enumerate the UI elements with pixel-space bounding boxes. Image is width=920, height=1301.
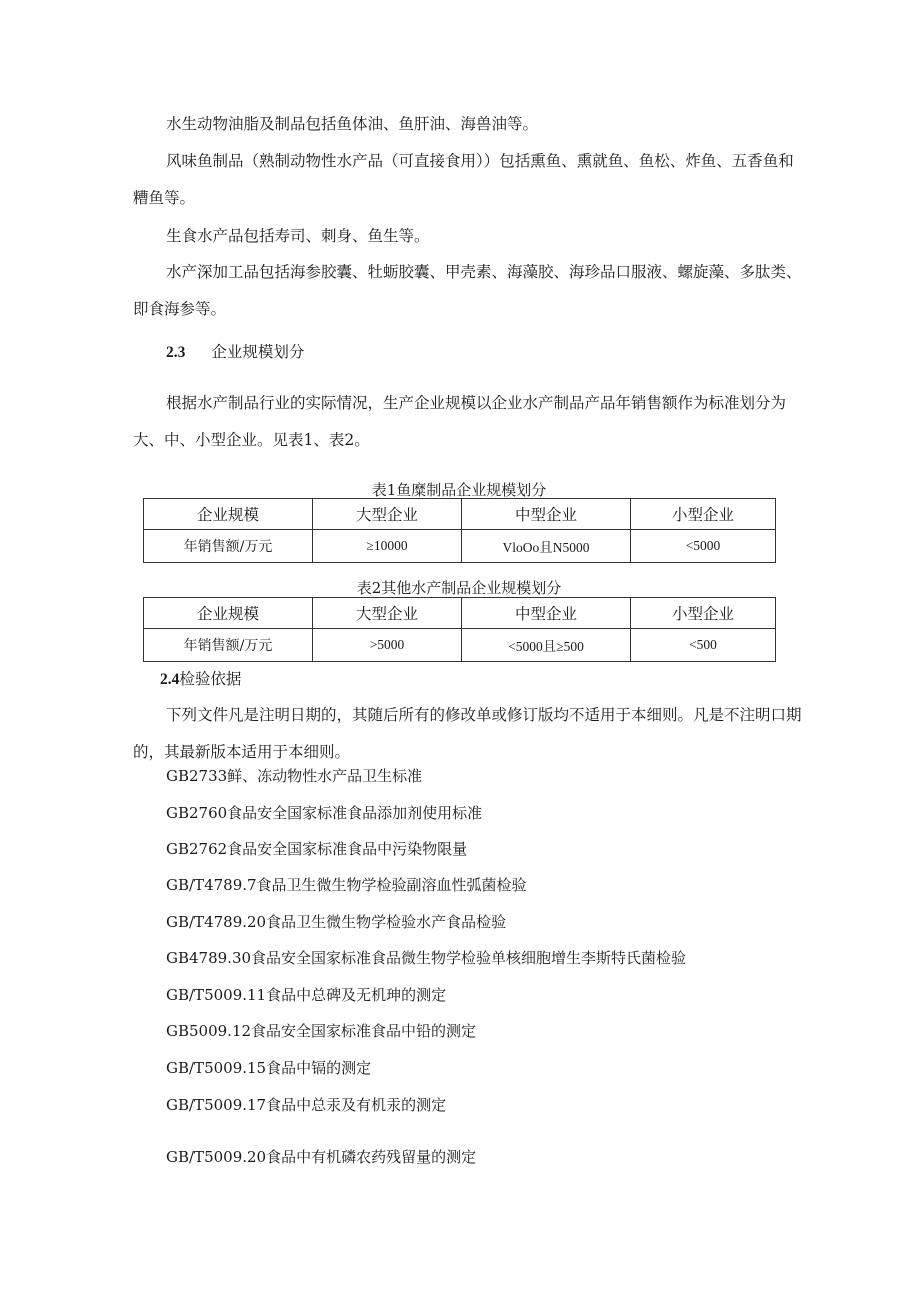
reference-item: GB4789.30食品安全国家标准食品微生物学检验单核细胞增生李斯特氏菌检验 (166, 949, 687, 967)
paragraph-aquatic-oils: 水生动物油脂及制品包括鱼体油、鱼肝油、海兽油等。 (166, 115, 539, 133)
reference-item: GB2733鲜、冻动物性水产品卫生标准 (166, 767, 423, 785)
table-header-cell: 中型企业 (462, 598, 631, 629)
table-header-cell: 大型企业 (313, 598, 462, 629)
table-row (144, 629, 776, 662)
reference-item: GB2762食品安全国家标准食品中污染物限量 (166, 840, 468, 858)
reference-item: GB/T5009.17食品中总汞及有机汞的测定 (166, 1096, 447, 1114)
table-cell: <500 (631, 629, 776, 662)
table-header-cell: 大型企业 (313, 499, 462, 530)
heading-2-3 (166, 340, 304, 362)
table-other-scale (143, 597, 776, 662)
table1-caption: 表1鱼糜制品企业规模划分 (371, 481, 547, 499)
reference-item: GB/T5009.11食品中总碑及无机珅的测定 (166, 986, 447, 1004)
heading-number: 2.4 (160, 671, 180, 688)
paragraph-flavored-fish: 风味鱼制品（熟制动物性水产品（可直接食用））包括熏鱼、熏就鱼、鱼松、炸鱼、五香鱼和糟鱼等。 (133, 152, 794, 207)
table-row (144, 530, 776, 563)
reference-item: GB5009.12食品安全国家标准食品中铅的测定 (166, 1022, 477, 1040)
paragraph-raw-seafood: 生食水产品包括寿司、刺身、鱼生等。 (166, 227, 430, 245)
heading-text: 检验依据 (179, 670, 242, 688)
reference-item: GB/T4789.20食品卫生微生物学检验水产食品检验 (166, 913, 507, 931)
table-cell: 年销售额/万元 (144, 530, 313, 563)
table-header-row (144, 598, 776, 629)
paragraph-scale-criteria: 根据水产制品行业的实际情况，生产企业规模以企业水产制品产品年销售额作为标准划分为大、中、小型企业。见表1、表2。 (133, 394, 787, 449)
table-header-cell: 小型企业 (631, 598, 776, 629)
table-header-cell: 企业规模 (144, 598, 313, 629)
table-cell: <5000且≥500 (462, 629, 631, 662)
table-cell: ≥10000 (313, 530, 462, 563)
table-cell: <5000 (631, 530, 776, 563)
table-cell: 年销售额/万元 (144, 629, 313, 662)
table-header-cell: 小型企业 (631, 499, 776, 530)
paragraph-deep-processing: 水产深加工品包括海参胶囊、牡蛎胶囊、甲壳素、海藻胶、海珍品口服液、螺旋藻、多肽类、即食海参等。 (133, 263, 802, 318)
table-surimi-scale (143, 498, 776, 563)
table-cell: >5000 (313, 629, 462, 662)
paragraph-reference-note: 下列文件凡是注明日期的，其随后所有的修改单或修订版均不适用于本细则。凡是不注明口期的，其最新版本适用于本细则。 (133, 706, 802, 761)
table-cell: VloOo且N5000 (462, 530, 631, 563)
table2-caption: 表2其他水产制品企业规模划分 (356, 579, 562, 597)
table-header-row (144, 499, 776, 530)
heading-2-4 (160, 667, 241, 689)
heading-number: 2.3 (166, 344, 186, 361)
reference-item: GB/T5009.15食品中镉的测定 (166, 1059, 372, 1077)
reference-item: GB2760食品安全国家标准食品添加剂使用标准 (166, 804, 483, 822)
reference-item: GB/T4789.7食品卫生微生物学检验副溶血性弧菌检验 (166, 876, 527, 894)
table-header-cell: 企业规模 (144, 499, 313, 530)
table-header-cell: 中型企业 (462, 499, 631, 530)
reference-item: GB/T5009.20食品中有机磷农药残留量的测定 (166, 1148, 477, 1166)
heading-text: 企业规模划分 (211, 343, 305, 361)
